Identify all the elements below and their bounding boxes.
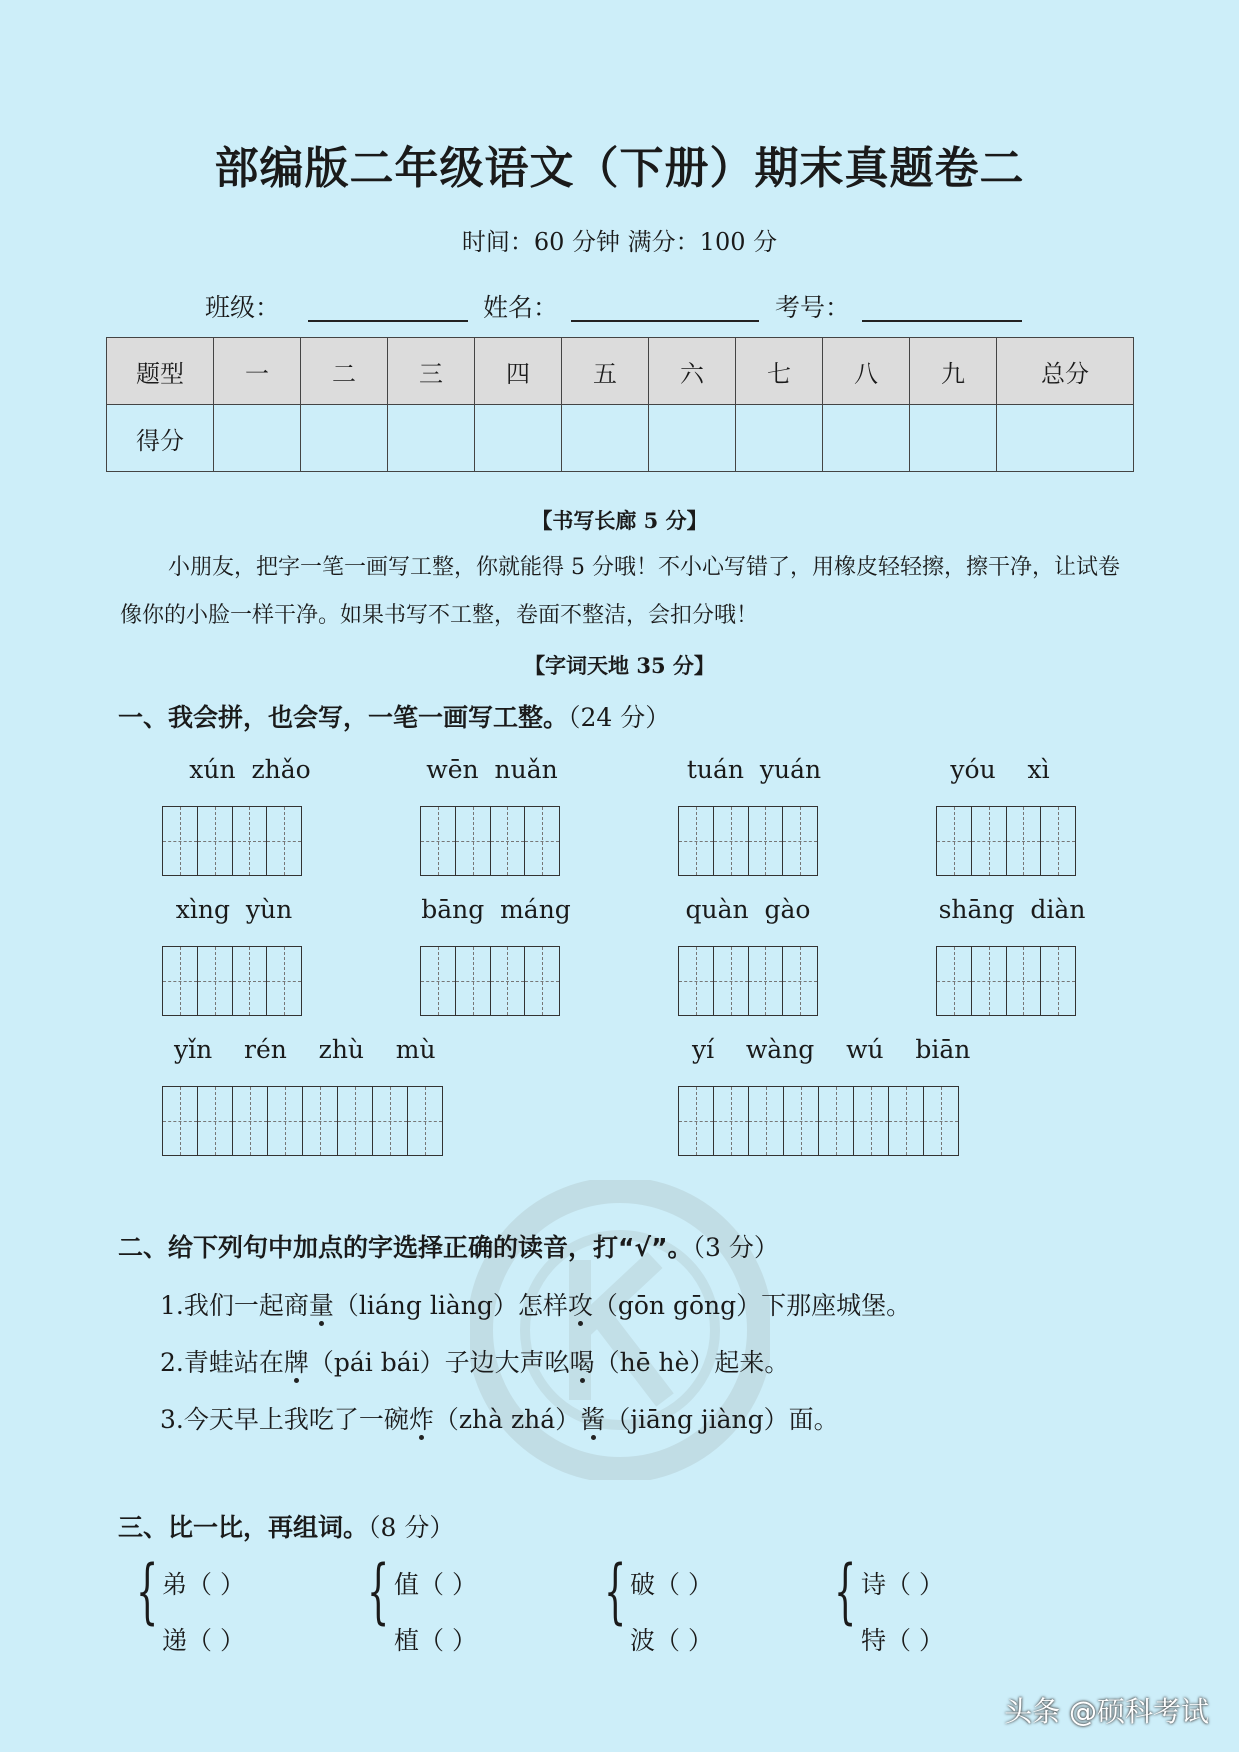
pinyin-label: shāng diàn bbox=[938, 895, 1086, 924]
table-header-cell: 七 bbox=[736, 338, 823, 405]
brace-icon: { bbox=[604, 1550, 627, 1632]
compare-word-bottom[interactable]: 波（ ） bbox=[630, 1626, 713, 1655]
q2-sentence-3 bbox=[160, 1400, 839, 1436]
table-header-cell: 一 bbox=[214, 338, 301, 405]
pinyin-label: bāng máng bbox=[421, 895, 571, 924]
q2-score: （3 分） bbox=[692, 1233, 779, 1262]
score-cell[interactable] bbox=[736, 405, 823, 472]
sentence-text: 2.青蛙站在 bbox=[160, 1348, 284, 1377]
pinyin-label: tuán yuán bbox=[686, 755, 822, 784]
table-header-cell: 八 bbox=[823, 338, 910, 405]
class-label: 班级： bbox=[205, 293, 281, 322]
pinyin-label: xún zhǎo bbox=[189, 755, 311, 784]
dotted-char: 量 bbox=[308, 1291, 334, 1320]
score-cell[interactable] bbox=[823, 405, 910, 472]
pinyin-choice[interactable]: （pái bái）子边大声吆 bbox=[308, 1348, 570, 1377]
writing-grid[interactable] bbox=[162, 946, 302, 1016]
brace-icon: { bbox=[136, 1550, 159, 1632]
page-title: 部编版二年级语文（下册）期末真题卷二 bbox=[214, 143, 1025, 194]
score-table-header-row bbox=[107, 338, 1134, 405]
writing-grid[interactable] bbox=[678, 1086, 959, 1156]
table-header-cell: 五 bbox=[562, 338, 649, 405]
q2-sentence-2 bbox=[160, 1343, 789, 1379]
pinyin-choice[interactable]: （gōn gōng）下那座城堡。 bbox=[592, 1291, 912, 1320]
dotted-char: 炸 bbox=[408, 1405, 434, 1434]
q3-title-text: 三、比一比，再组词。 bbox=[118, 1513, 369, 1542]
score-cell[interactable] bbox=[214, 405, 301, 472]
pinyin-label: yí wàng wú biān bbox=[692, 1035, 971, 1064]
compare-word-bottom[interactable]: 递（ ） bbox=[162, 1626, 245, 1655]
pinyin-label: yóu xì bbox=[950, 755, 1050, 784]
writing-grid[interactable] bbox=[936, 806, 1076, 876]
table-header-cell: 总分 bbox=[997, 338, 1134, 405]
writing-grid[interactable] bbox=[678, 806, 818, 876]
compare-word-top[interactable]: 弟（ ） bbox=[162, 1570, 245, 1599]
table-header-cell: 三 bbox=[388, 338, 475, 405]
q1-title bbox=[118, 698, 670, 734]
dotted-char: 攻 bbox=[567, 1291, 593, 1320]
pinyin-choice[interactable]: （zhà zhá） bbox=[433, 1405, 581, 1434]
brace-icon: { bbox=[367, 1550, 390, 1632]
q2-title-text: 二、给下列句中加点的字选择正确的读音，打“√”。 bbox=[118, 1233, 693, 1262]
pinyin-label: yǐn rén zhù mù bbox=[174, 1035, 436, 1064]
writing-section-heading: 【书写长廊 5 分】 bbox=[531, 508, 708, 533]
q1-title-text: 一、我会拼，也会写，一笔一画写工整。 bbox=[118, 703, 569, 732]
name-blank[interactable] bbox=[571, 290, 759, 322]
score-cell[interactable] bbox=[910, 405, 997, 472]
source-watermark: 头条 @硕科考试 bbox=[1004, 1695, 1209, 1728]
score-cell[interactable] bbox=[475, 405, 562, 472]
brace-icon: { bbox=[834, 1550, 857, 1632]
pinyin-choice[interactable]: （liáng liàng）怎样 bbox=[333, 1291, 568, 1320]
writing-grid[interactable] bbox=[162, 1086, 443, 1156]
pinyin-label: quàn gào bbox=[685, 895, 811, 924]
table-header-cell: 四 bbox=[475, 338, 562, 405]
compare-word-bottom[interactable]: 植（ ） bbox=[394, 1626, 477, 1655]
compare-word-top[interactable]: 诗（ ） bbox=[861, 1570, 944, 1599]
pinyin-label: xìng yùn bbox=[175, 895, 293, 924]
writing-grid[interactable] bbox=[936, 946, 1076, 1016]
q2-title bbox=[118, 1228, 779, 1264]
q1-score: （24 分） bbox=[568, 703, 671, 732]
dotted-char: 酱 bbox=[580, 1405, 606, 1434]
compare-word-top[interactable]: 值（ ） bbox=[394, 1570, 477, 1599]
table-header-cell: 六 bbox=[649, 338, 736, 405]
writing-grid[interactable] bbox=[162, 806, 302, 876]
q3-title bbox=[118, 1508, 454, 1544]
writing-grid[interactable] bbox=[420, 806, 560, 876]
exam-time-score: 时间：60 分钟 满分：100 分 bbox=[461, 228, 778, 256]
writing-grid[interactable] bbox=[420, 946, 560, 1016]
dotted-char: 喝 bbox=[569, 1348, 595, 1377]
sentence-text: 3.今天早上我吃了一碗 bbox=[160, 1405, 409, 1434]
compare-word-bottom[interactable]: 特（ ） bbox=[861, 1626, 944, 1655]
score-table-score-row bbox=[107, 405, 1134, 472]
pinyin-choice[interactable]: （hē hè）起来。 bbox=[594, 1348, 790, 1377]
name-label: 姓名： bbox=[483, 293, 559, 322]
score-cell[interactable] bbox=[649, 405, 736, 472]
table-row-label: 得分 bbox=[107, 405, 214, 472]
dotted-char: 牌 bbox=[283, 1348, 309, 1377]
score-table bbox=[106, 337, 1134, 472]
q2-sentence-1 bbox=[160, 1286, 911, 1322]
score-cell[interactable] bbox=[388, 405, 475, 472]
pinyin-choice[interactable]: （jiāng jiàng）面。 bbox=[605, 1405, 839, 1434]
sentence-text: 1.我们一起商 bbox=[160, 1291, 309, 1320]
number-label: 考号： bbox=[775, 293, 851, 322]
class-blank[interactable] bbox=[308, 290, 468, 322]
table-header-cell: 二 bbox=[301, 338, 388, 405]
score-cell[interactable] bbox=[997, 405, 1134, 472]
q3-score: （8 分） bbox=[368, 1513, 455, 1542]
score-cell[interactable] bbox=[301, 405, 388, 472]
pinyin-label: wēn nuǎn bbox=[426, 755, 558, 784]
writing-instructions: 小朋友，把字一笔一画写工整，你就能得 5 分哦！不小心写错了，用橡皮轻轻擦，擦干净，让试卷像你的小脸一样干净。如果书写不工整，卷面不整洁，会扣分哦！ bbox=[120, 555, 1120, 628]
score-cell[interactable] bbox=[562, 405, 649, 472]
compare-word-top[interactable]: 破（ ） bbox=[630, 1570, 713, 1599]
number-blank[interactable] bbox=[862, 290, 1022, 322]
table-header-cell: 题型 bbox=[107, 338, 214, 405]
words-section-heading: 【字词天地 35 分】 bbox=[524, 653, 715, 678]
writing-grid[interactable] bbox=[678, 946, 818, 1016]
table-header-cell: 九 bbox=[910, 338, 997, 405]
